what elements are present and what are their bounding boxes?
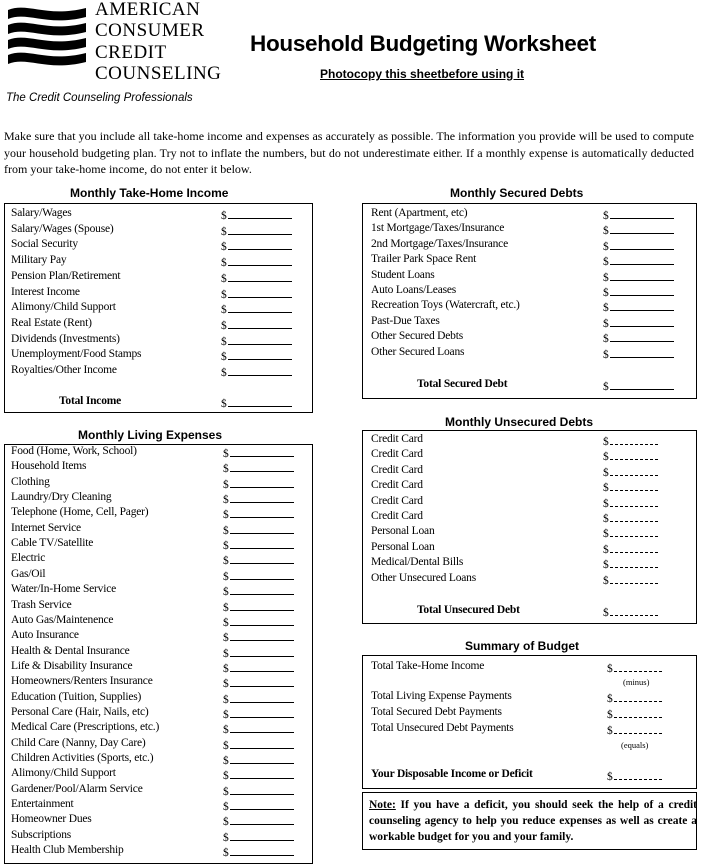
amount-field[interactable]: $ [221, 364, 292, 379]
amount-field[interactable]: $ [221, 207, 292, 222]
line-item-label: Children Activities (Sports, etc.) [11, 752, 154, 764]
amount-field[interactable]: $ [603, 556, 658, 571]
amount-field[interactable]: $ [223, 460, 294, 475]
line-item-label: Subscriptions [11, 828, 72, 841]
amount-field[interactable]: $ [221, 223, 292, 238]
line-item-label: Pension Plan/Retirement [11, 269, 121, 282]
total-amount-field[interactable]: $ [221, 395, 292, 410]
take-home-field[interactable]: $ [607, 660, 662, 675]
disposable-income-label: Your Disposable Income or Deficit [371, 768, 533, 780]
amount-field[interactable]: $ [603, 207, 674, 222]
summary-heading: Summary of Budget [465, 639, 580, 653]
line-item-label: Alimony/Child Support [11, 767, 116, 780]
amount-field[interactable]: $ [603, 284, 674, 299]
line-item-label: Clothing [11, 475, 50, 488]
line-item-label: Auto Insurance [11, 629, 79, 642]
line-item-label: Education (Tuition, Supplies) [11, 690, 142, 703]
line-item-label: Other Secured Debts [371, 330, 464, 343]
line-item-label: Health & Dental Insurance [11, 644, 130, 657]
summary-section [362, 655, 697, 789]
flag-logo-icon [6, 4, 88, 78]
secured-heading: Monthly Secured Debts [450, 186, 584, 200]
amount-field[interactable]: $ [223, 660, 294, 675]
page-subtitle: Photocopy this sheetbefore using it [320, 67, 525, 81]
line-item-label: Life & Disability Insurance [11, 659, 133, 672]
line-item-label: Royalties/Other Income [11, 364, 117, 376]
amount-field[interactable]: $ [223, 629, 294, 644]
line-item-label: Entertainment [11, 798, 74, 811]
line-item-label: Military Pay [11, 254, 67, 267]
line-item-label: Credit Card [371, 479, 423, 492]
amount-field[interactable]: $ [223, 767, 294, 782]
line-item-label: Laundry/Dry Cleaning [11, 491, 112, 504]
amount-field[interactable]: $ [603, 572, 658, 587]
summary-note-box [362, 792, 697, 850]
amount-field[interactable]: $ [223, 675, 294, 690]
total-amount-field[interactable]: $ [603, 378, 674, 393]
note-prefix: Note: [369, 799, 396, 811]
amount-field[interactable]: $ [223, 706, 294, 721]
line-item-label: Water/In-Home Service [11, 583, 117, 596]
line-item-label: Cable TV/Satellite [11, 537, 94, 550]
amount-field[interactable]: $ [603, 315, 674, 330]
line-item-label: Trailer Park Space Rent [371, 253, 477, 266]
amount-field[interactable]: $ [223, 599, 294, 614]
total-label: Total Unsecured Debt [417, 604, 520, 616]
amount-field[interactable]: $ [223, 445, 294, 460]
amount-field[interactable]: $ [221, 254, 292, 269]
org-name-line: CREDIT [95, 42, 167, 63]
amount-field[interactable]: $ [603, 464, 658, 479]
amount-field[interactable]: $ [603, 269, 674, 284]
amount-field[interactable]: $ [603, 495, 658, 510]
amount-field[interactable]: $ [603, 238, 674, 253]
equals-label: (equals) [621, 740, 649, 750]
org-name-line: COUNSELING [95, 63, 222, 84]
secured-payments-field[interactable]: $ [607, 706, 662, 721]
line-item-label: Interest Income [11, 285, 80, 298]
amount-field[interactable]: $ [223, 691, 294, 706]
summary-note [369, 797, 697, 845]
secured-payments-label: Total Secured Debt Payments [371, 706, 502, 718]
amount-field[interactable]: $ [223, 737, 294, 752]
line-item-label: Electric [11, 552, 46, 565]
amount-field[interactable]: $ [221, 348, 292, 363]
line-item-label: Medical Care (Prescriptions, etc.) [11, 721, 160, 734]
amount-field[interactable]: $ [223, 798, 294, 813]
amount-field[interactable]: $ [223, 844, 294, 859]
income-section [4, 203, 313, 413]
line-item-label: Household Items [11, 460, 87, 473]
org-name-line: CONSUMER [95, 20, 205, 41]
line-item-label: Internet Service [11, 521, 81, 534]
line-item-label: Alimony/Child Support [11, 301, 116, 314]
line-item-label: Medical/Dental Bills [371, 556, 464, 569]
line-item-label: Telephone (Home, Cell, Pager) [11, 506, 149, 519]
line-item-label: Other Secured Loans [371, 345, 465, 358]
amount-field[interactable]: $ [223, 829, 294, 844]
amount-field[interactable]: $ [603, 346, 674, 361]
amount-field[interactable]: $ [603, 448, 658, 463]
line-item-label: Student Loans [371, 268, 435, 281]
amount-field[interactable]: $ [603, 330, 674, 345]
amount-field[interactable]: $ [221, 286, 292, 301]
line-item-label: Rent (Apartment, etc) [371, 207, 468, 219]
amount-field[interactable]: $ [221, 301, 292, 316]
line-item-label: Credit Card [371, 448, 423, 461]
living-payments-field[interactable]: $ [607, 690, 662, 705]
line-item-label: Auto Gas/Maintenence [11, 613, 114, 626]
line-item-label: Credit Card [371, 433, 423, 445]
line-item-label: Personal Care (Hair, Nails, etc) [11, 705, 149, 718]
total-amount-field[interactable]: $ [603, 604, 658, 619]
line-item-label: Trash Service [11, 598, 72, 611]
amount-field[interactable]: $ [221, 333, 292, 348]
amount-field[interactable]: $ [603, 479, 658, 494]
line-item-label: Social Security [11, 238, 78, 251]
unsecured-debts-section [362, 430, 697, 624]
living-heading: Monthly Living Expenses [78, 428, 223, 442]
amount-field[interactable]: $ [223, 813, 294, 828]
line-item-label: Health Club Membership [11, 844, 124, 857]
line-item-label: Homeowners/Renters Insurance [11, 675, 153, 688]
amount-field[interactable]: $ [221, 238, 292, 253]
amount-field[interactable]: $ [603, 510, 658, 525]
line-item-label: 1st Mortgage/Taxes/Insurance [371, 222, 505, 235]
line-item-label: Other Unsecured Loans [371, 571, 477, 584]
amount-field[interactable]: $ [223, 506, 294, 521]
line-item-label: Food (Home, Work, School) [11, 445, 137, 457]
line-item-label: Dividends (Investments) [11, 332, 120, 345]
amount-field[interactable]: $ [603, 222, 674, 237]
intro-paragraph: Make sure that you include all take-home income and expenses as accurately as possible. The information you provide will be used to compute your household budgeting plan. Try not to inflate the numbers, but do not underestimate either. If a monthly expense is automatically deducted from your take-home income, do not enter it below. [4, 129, 694, 176]
amount-field[interactable]: $ [221, 270, 292, 285]
amount-field[interactable]: $ [603, 525, 658, 540]
line-item-label: 2nd Mortgage/Taxes/Insurance [371, 237, 508, 250]
amount-field[interactable]: $ [223, 614, 294, 629]
line-item-label: Auto Loans/Leases [371, 284, 457, 296]
line-item-label: Child Care (Nanny, Day Care) [11, 736, 146, 749]
total-label: Total Income [59, 395, 122, 407]
line-item-label: Credit Card [371, 494, 423, 507]
total-label: Total Secured Debt [417, 378, 508, 390]
amount-field[interactable]: $ [223, 721, 294, 736]
amount-field[interactable]: $ [603, 433, 658, 448]
amount-field[interactable]: $ [223, 568, 294, 583]
amount-field[interactable]: $ [223, 645, 294, 660]
line-item-label: Past-Due Taxes [371, 314, 440, 327]
line-item-label: Credit Card [371, 463, 423, 476]
amount-field[interactable]: $ [223, 752, 294, 767]
amount-field[interactable]: $ [603, 541, 658, 556]
line-item-label: Gas/Oil [11, 567, 46, 580]
line-item-label: Unemployment/Food Stamps [11, 348, 142, 361]
line-item-label: Personal Loan [371, 540, 435, 553]
disposable-income-field[interactable]: $ [607, 768, 662, 783]
amount-field[interactable]: $ [603, 299, 674, 314]
unsecured-heading: Monthly Unsecured Debts [445, 415, 594, 429]
unsecured-payments-label: Total Unsecured Debt Payments [371, 722, 514, 734]
take-home-label: Total Take-Home Income [371, 660, 485, 672]
living-expenses-section [4, 444, 313, 864]
line-item-label: Gardener/Pool/Alarm Service [11, 782, 143, 795]
org-tagline: The Credit Counseling Professionals [6, 92, 193, 104]
income-heading: Monthly Take-Home Income [70, 186, 229, 200]
note-text: If you have a deficit, you should seek the help of a credit counseling agency to help you reduce expenses as well as create a workable budget for you and your family. [369, 799, 697, 843]
amount-field[interactable]: $ [223, 491, 294, 506]
amount-field[interactable]: $ [603, 253, 674, 268]
line-item-label: Salary/Wages [11, 207, 72, 219]
amount-field[interactable]: $ [223, 522, 294, 537]
unsecured-payments-field[interactable]: $ [607, 722, 662, 737]
org-name-line: AMERICAN [95, 0, 201, 20]
amount-field[interactable]: $ [223, 537, 294, 552]
amount-field[interactable]: $ [223, 583, 294, 598]
line-item-label: Recreation Toys (Watercraft, etc.) [371, 299, 520, 312]
line-item-label: Homeowner Dues [11, 813, 92, 826]
minus-label: (minus) [623, 677, 650, 687]
page-title: Household Budgeting Worksheet [250, 31, 596, 56]
amount-field[interactable]: $ [221, 317, 292, 332]
line-item-label: Personal Loan [371, 525, 435, 538]
amount-field[interactable]: $ [223, 476, 294, 491]
line-item-label: Credit Card [371, 510, 423, 522]
secured-debts-section [362, 203, 697, 399]
amount-field[interactable]: $ [223, 552, 294, 567]
line-item-label: Salary/Wages (Spouse) [11, 222, 114, 235]
line-item-label: Real Estate (Rent) [11, 316, 92, 329]
living-payments-label: Total Living Expense Payments [371, 690, 512, 702]
amount-field[interactable]: $ [223, 783, 294, 798]
